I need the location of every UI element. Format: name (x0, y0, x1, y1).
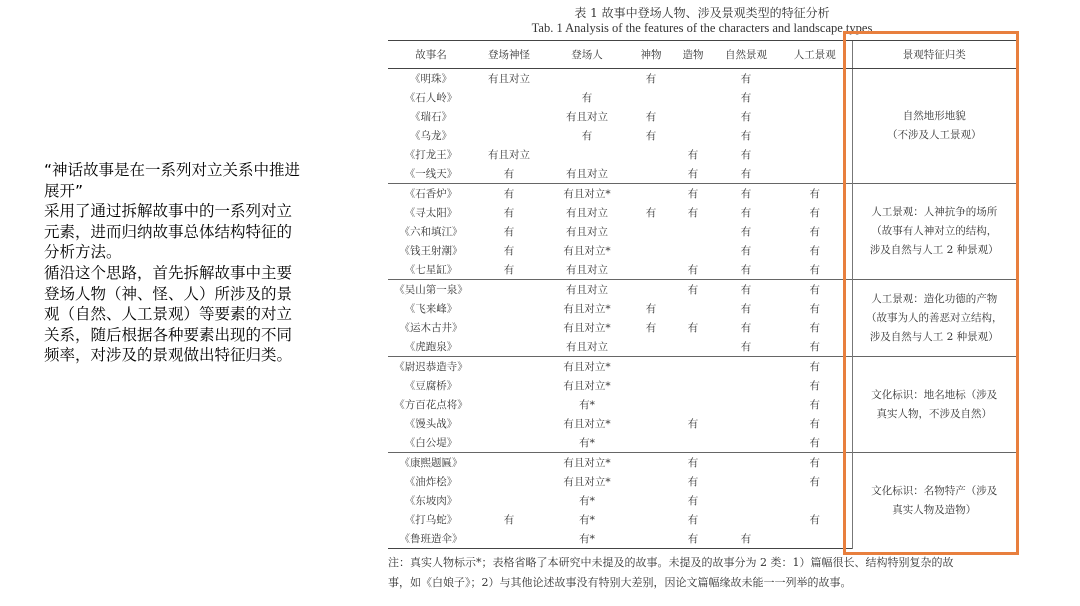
cell-natural-landscape (714, 510, 778, 529)
cell-artifacts: 有 (687, 168, 699, 180)
cell-artifacts (672, 299, 714, 318)
landscape-classification-cell (852, 453, 1016, 549)
cell-artifacts: 有 (687, 514, 699, 526)
table-note-line-2: 事，如《白娘子》；2）与其他论述故事没有特别大差别，因论文篇幅缘故未能一一列举的故事。 (388, 576, 852, 589)
cell-story-name: 《石人岭》 (404, 92, 458, 104)
classification-line: 真实人物及造物） (892, 503, 977, 516)
cell-story-name: 《油炸桧》 (404, 476, 458, 488)
cell-sacred-objects (630, 453, 672, 473)
header-story-name: 故事名 (388, 41, 474, 69)
classification-line: 人工景观：人神抗争的场所 (871, 206, 998, 218)
cell-deities-monsters (474, 472, 544, 491)
cell-artificial-landscape: 有 (809, 437, 820, 449)
cell-natural-landscape (714, 472, 778, 491)
cell-sacred-objects (630, 260, 672, 280)
cell-story-name: 《馒头战》 (404, 418, 458, 430)
cell-natural-landscape: 有 (714, 280, 778, 300)
table-caption-english: Tab. 1 Analysis of the features of the characters and landscape types (531, 21, 873, 35)
header-humans: 登场人 (544, 41, 630, 69)
cell-deities-monsters: 有 (503, 207, 515, 219)
cell-sacred-objects (630, 395, 672, 414)
cell-artifacts (672, 107, 714, 126)
cell-deities-monsters (474, 88, 544, 107)
cell-humans: 有且对立* (544, 184, 630, 204)
cell-humans: 有 (581, 130, 593, 142)
cell-artificial-landscape: 有 (778, 453, 852, 473)
classification-line: 人工景观：造化功德的产物 (871, 292, 998, 305)
cell-humans: 有* (579, 437, 595, 449)
cell-deities-monsters: 有 (474, 184, 544, 204)
cell-artifacts (672, 126, 714, 145)
cell-deities-monsters (474, 299, 544, 318)
cell-sacred-objects (630, 184, 672, 204)
header-deities-monsters: 登场神怪 (474, 41, 544, 69)
cell-sacred-objects (630, 376, 672, 395)
cell-artificial-landscape: 有 (809, 476, 820, 488)
cell-artifacts (672, 376, 714, 395)
cell-story-name: 《东坡肉》 (404, 495, 458, 507)
cell-sacred-objects (630, 337, 672, 357)
cell-deities-monsters (474, 280, 544, 300)
landscape-classification-cell (852, 69, 1016, 184)
cell-artifacts (672, 241, 714, 260)
cell-artifacts: 有 (687, 418, 699, 430)
table-header-row (388, 41, 1016, 69)
classification-line: 真实人物，不涉及自然） (876, 407, 992, 420)
table-note-line-1: 注：真实人物标示*；表格省略了本研究中未提及的故事。未提及的故事分为 2 类：1）篇幅很长、结构特别复杂的故 (388, 556, 954, 569)
cell-deities-monsters (474, 376, 544, 395)
landscape-classification-cell (852, 280, 1016, 357)
cell-humans: 有且对立* (544, 357, 630, 377)
cell-story-name: 《一线天》 (404, 168, 458, 180)
cell-natural-landscape: 有 (740, 111, 752, 123)
header-artifacts: 造物 (672, 41, 714, 69)
cell-deities-monsters (474, 395, 544, 414)
feature-analysis-table (388, 40, 1016, 549)
cell-story-name: 《打乌蛇》 (404, 514, 458, 526)
cell-artifacts (672, 222, 714, 241)
cell-deities-monsters: 有 (503, 245, 515, 257)
cell-artificial-landscape: 有 (809, 341, 820, 353)
cell-artifacts: 有 (687, 264, 699, 276)
cell-artifacts (672, 433, 714, 453)
cell-story-name: 《乌龙》 (410, 130, 452, 142)
cell-sacred-objects (630, 357, 672, 377)
cell-humans: 有且对立* (563, 322, 611, 334)
cell-sacred-objects: 有 (645, 111, 657, 123)
cell-natural-landscape: 有 (740, 92, 752, 104)
cell-artificial-landscape (778, 107, 852, 126)
cell-natural-landscape: 有 (740, 322, 752, 334)
cell-artificial-landscape: 有 (809, 303, 820, 315)
cell-artifacts: 有 (687, 149, 699, 161)
cell-story-name: 《白公堤》 (404, 437, 458, 449)
header-landscape-classification: 景观特征归类 (852, 41, 1016, 69)
cell-sacred-objects (630, 88, 672, 107)
cell-artifacts: 有 (672, 280, 714, 300)
commentary-paragraph-2: 循沿这个思路，首先拆解故事中主要登场人物（神、怪、人）所涉及的景观（自然、人工景观）等要素的对立关系，随后根据各种要素出现的不同频率，对涉及的景观做出特征归类。 (44, 263, 293, 365)
cell-deities-monsters: 有 (503, 264, 515, 276)
cell-story-name: 《尉迟恭造寺》 (388, 357, 474, 377)
cell-sacred-objects (630, 164, 672, 184)
cell-natural-landscape: 有 (740, 130, 752, 142)
cell-humans: 有* (544, 529, 630, 549)
cell-artificial-landscape (778, 164, 852, 184)
cell-sacred-objects (630, 529, 672, 549)
cell-artificial-landscape: 有 (809, 514, 820, 526)
cell-natural-landscape: 有 (740, 341, 752, 353)
cell-humans: 有且对立 (566, 264, 608, 276)
cell-humans: 有且对立* (563, 380, 611, 392)
classification-line: 涉及自然与人工 2 种景观） (869, 330, 999, 343)
cell-sacred-objects: 有 (645, 303, 657, 315)
cell-artifacts (672, 395, 714, 414)
cell-humans: 有且对立* (563, 418, 611, 430)
classification-line: 自然地形地貌 (902, 110, 966, 122)
table-row (388, 453, 1016, 473)
commentary-text (44, 160, 306, 366)
cell-sacred-objects: 有 (645, 322, 657, 334)
cell-humans: 有且对立 (566, 207, 608, 219)
classification-line: （故事有人神对立的结构， (871, 225, 998, 237)
cell-deities-monsters (474, 529, 544, 549)
cell-story-name: 《鲁班造伞》 (388, 529, 474, 549)
cell-artifacts: 有 (687, 476, 699, 488)
cell-sacred-objects: 有 (645, 73, 657, 85)
table-caption-chinese: 表 1 故事中登场人物、涉及景观类型的特征分析 (574, 6, 830, 20)
cell-natural-landscape (714, 433, 778, 453)
cell-humans: 有且对立 (566, 111, 608, 123)
cell-deities-monsters (474, 453, 544, 473)
classification-line: 文化标识：地名地标（涉及 (871, 388, 998, 401)
cell-artificial-landscape: 有 (809, 322, 820, 334)
table-row (388, 184, 1016, 204)
cell-humans: 有且对立* (563, 245, 611, 257)
cell-humans: 有且对立* (563, 476, 611, 488)
landscape-classification-cell (852, 357, 1016, 453)
cell-deities-monsters (474, 491, 544, 510)
cell-story-name: 《康熙题匾》 (388, 453, 474, 473)
landscape-classification-cell (852, 184, 1016, 280)
cell-deities-monsters (474, 414, 544, 433)
classification-line: （不涉及人工景观） (887, 129, 982, 141)
commentary-quote: “神话故事是在一系列对立关系中推进展开” (44, 161, 301, 200)
cell-humans: 有且对立 (544, 280, 630, 300)
cell-natural-landscape (714, 357, 778, 377)
cell-artificial-landscape: 有 (778, 357, 852, 377)
cell-artifacts (672, 337, 714, 357)
cell-deities-monsters (474, 357, 544, 377)
cell-deities-monsters (474, 318, 544, 337)
cell-artificial-landscape: 有 (809, 399, 820, 411)
table-row (388, 280, 1016, 300)
cell-sacred-objects (630, 510, 672, 529)
cell-humans: 有* (579, 495, 595, 507)
table-row (388, 69, 1016, 89)
cell-natural-landscape: 有 (740, 226, 752, 238)
cell-artificial-landscape: 有 (809, 380, 820, 392)
classification-line: 文化标识：名物特产（涉及 (871, 484, 998, 497)
cell-humans: 有且对立* (563, 303, 611, 315)
cell-deities-monsters (474, 433, 544, 453)
cell-humans: 有且对立 (566, 226, 608, 238)
cell-natural-landscape (714, 491, 778, 510)
cell-deities-monsters: 有 (503, 168, 515, 180)
cell-artifacts: 有 (672, 529, 714, 549)
cell-sacred-objects (630, 145, 672, 164)
cell-humans: 有且对立* (544, 453, 630, 473)
cell-deities-monsters (474, 126, 544, 145)
commentary-paragraph-1: 采用了通过拆解故事中的一系列对立元素，进而归纳故事总体结构特征的分析方法。 (44, 202, 293, 262)
cell-artifacts: 有 (672, 184, 714, 204)
cell-natural-landscape: 有 (740, 245, 752, 257)
cell-artificial-landscape (778, 145, 852, 164)
cell-humans: 有* (579, 399, 595, 411)
cell-natural-landscape: 有 (740, 168, 752, 180)
cell-humans (544, 145, 630, 164)
cell-artifacts (672, 357, 714, 377)
cell-story-name: 《吴山第一泉》 (388, 280, 474, 300)
cell-story-name: 《钱王射潮》 (399, 245, 463, 257)
cell-sacred-objects (630, 280, 672, 300)
cell-natural-landscape: 有 (740, 207, 752, 219)
cell-story-name: 《瑞石》 (410, 111, 452, 123)
header-sacred-objects: 神物 (630, 41, 672, 69)
cell-natural-landscape: 有 (740, 303, 752, 315)
cell-humans: 有且对立 (566, 341, 608, 353)
cell-deities-monsters: 有 (503, 226, 515, 238)
cell-artifacts: 有 (687, 207, 699, 219)
cell-natural-landscape (714, 395, 778, 414)
cell-deities-monsters (474, 107, 544, 126)
cell-artifacts (672, 88, 714, 107)
cell-sacred-objects (630, 433, 672, 453)
cell-story-name: 《七星缸》 (404, 264, 458, 276)
cell-story-name: 《豆腐桥》 (404, 380, 458, 392)
cell-story-name: 《寻太阳》 (404, 207, 458, 219)
cell-artifacts: 有 (687, 495, 699, 507)
cell-natural-landscape: 有 (740, 73, 752, 85)
cell-sacred-objects: 有 (645, 207, 657, 219)
cell-artificial-landscape: 有 (778, 280, 852, 300)
cell-deities-monsters: 有且对立 (488, 149, 530, 161)
cell-natural-landscape (714, 453, 778, 473)
cell-natural-landscape (714, 414, 778, 433)
cell-natural-landscape (714, 376, 778, 395)
cell-story-name: 《明珠》 (410, 73, 452, 85)
cell-artificial-landscape: 有 (809, 418, 820, 430)
cell-natural-landscape: 有 (740, 149, 752, 161)
cell-natural-landscape: 有 (714, 529, 778, 549)
cell-humans (544, 69, 630, 89)
cell-artifacts (672, 69, 714, 89)
cell-artificial-landscape (778, 69, 852, 89)
cell-artificial-landscape: 有 (778, 184, 852, 204)
cell-humans: 有 (581, 92, 593, 104)
cell-deities-monsters: 有且对立 (488, 73, 530, 85)
cell-story-name: 《打龙王》 (404, 149, 458, 161)
cell-artificial-landscape (778, 491, 852, 510)
cell-humans: 有* (579, 514, 595, 526)
cell-humans: 有且对立 (566, 168, 608, 180)
header-natural-landscape: 自然景观 (714, 41, 778, 69)
cell-story-name: 《虎跑泉》 (404, 341, 458, 353)
cell-artificial-landscape (778, 88, 852, 107)
cell-artificial-landscape: 有 (809, 245, 820, 257)
cell-artifacts: 有 (672, 453, 714, 473)
cell-artificial-landscape (778, 529, 852, 549)
table-row (388, 357, 1016, 377)
cell-deities-monsters (474, 337, 544, 357)
cell-sacred-objects (630, 241, 672, 260)
cell-artificial-landscape: 有 (809, 207, 820, 219)
cell-natural-landscape: 有 (740, 264, 752, 276)
cell-sacred-objects: 有 (645, 130, 657, 142)
cell-sacred-objects (630, 414, 672, 433)
table-note (388, 553, 1028, 593)
cell-story-name: 《六和填江》 (399, 226, 463, 238)
header-artificial-landscape: 人工景观 (778, 41, 852, 69)
cell-artificial-landscape: 有 (809, 264, 820, 276)
cell-artificial-landscape: 有 (809, 226, 820, 238)
classification-line: （故事为人的善恶对立结构， (866, 311, 1003, 324)
cell-story-name: 《石香炉》 (388, 184, 474, 204)
cell-artifacts: 有 (687, 322, 699, 334)
cell-natural-landscape: 有 (714, 184, 778, 204)
cell-deities-monsters: 有 (503, 514, 515, 526)
classification-line: 涉及自然与人工 2 种景观） (869, 244, 999, 256)
cell-sacred-objects (630, 491, 672, 510)
cell-sacred-objects (630, 472, 672, 491)
cell-story-name: 《运木古井》 (399, 322, 463, 334)
cell-story-name: 《方百花点将》 (394, 399, 468, 411)
cell-artificial-landscape (778, 126, 852, 145)
cell-sacred-objects (630, 222, 672, 241)
cell-story-name: 《飞来峰》 (404, 303, 458, 315)
